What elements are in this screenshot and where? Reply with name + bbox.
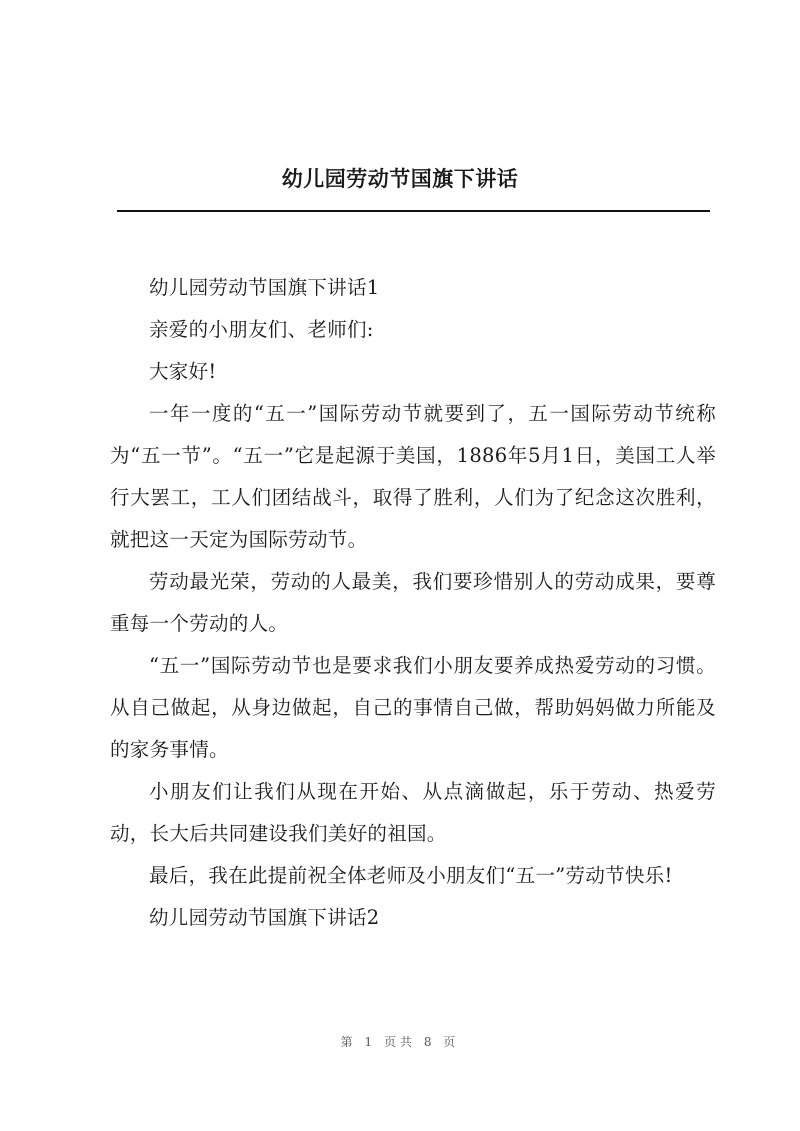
section-heading-1: 幼儿园劳动节国旗下讲话1	[149, 276, 380, 299]
paragraph: 一年一度的“五一”国际劳动节就要到了，五一国际劳动节统称为“五一节”。“五一”它是起源于美国，1886年5月1日，美国工人举行大罢工，工人们团结战斗，取得了胜利，人们为了纪念这次胜利，就把这一天定为国际劳动节。	[110, 402, 716, 551]
paragraph: “五一”国际劳动节也是要求我们小朋友要养成热爱劳动的习惯。从自己做起，从身边做起，自己的事情自己做，帮助妈妈做力所能及的家务事情。	[110, 654, 716, 761]
footer-prefix: 第	[340, 1035, 357, 1049]
total-page-count: 8	[423, 1035, 436, 1049]
document-body	[110, 267, 716, 939]
title-underline	[117, 210, 710, 212]
salutation: 亲爱的小朋友们、老师们:	[149, 318, 374, 341]
greeting: 大家好!	[149, 360, 217, 383]
current-page-number: 1	[364, 1035, 377, 1049]
paragraph: 劳动最光荣，劳动的人最美，我们要珍惜别人的劳动成果，要尊重每一个劳动的人。	[110, 570, 716, 635]
footer-suffix: 页	[443, 1035, 460, 1049]
paragraph: 最后，我在此提前祝全体老师及小朋友们“五一”劳动节快乐!	[149, 864, 673, 887]
document-title: 幼儿园劳动节国旗下讲话	[281, 166, 519, 191]
footer-middle: 页共	[383, 1035, 416, 1049]
page-footer	[0, 1033, 800, 1050]
section-heading-2: 幼儿园劳动节国旗下讲话2	[149, 906, 380, 929]
paragraph: 小朋友们让我们从现在开始、从点滴做起，乐于劳动、热爱劳动，长大后共同建设我们美好的祖国。	[110, 780, 716, 845]
